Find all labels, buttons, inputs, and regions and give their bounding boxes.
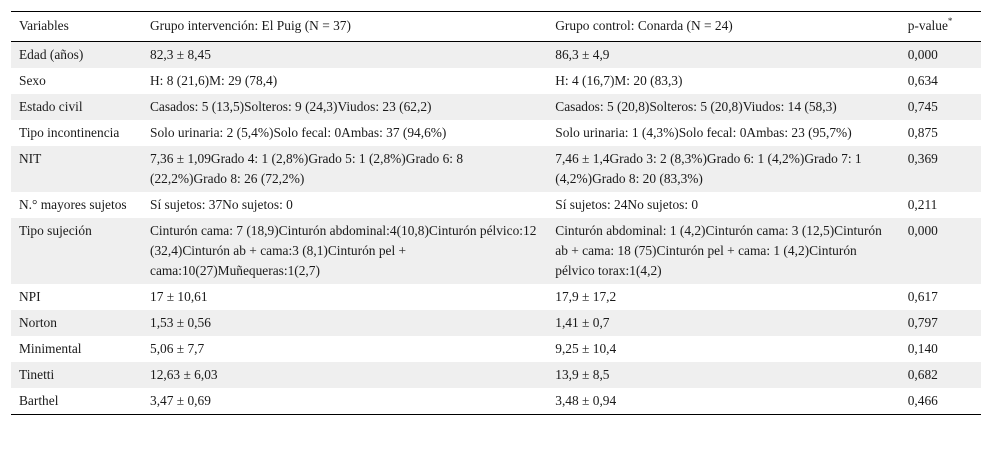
table-row [11, 218, 981, 284]
cell-pvalue: 0,617 [907, 289, 938, 304]
cell-intervention: Sí sujetos: 37No sujetos: 0 [150, 197, 293, 212]
header-control: Grupo control: Conarda (N = 24) [547, 12, 899, 42]
cell-control: 9,25 ± 10,4 [555, 341, 617, 356]
cell-variable: Sexo [19, 73, 46, 88]
cell-pvalue: 0,745 [907, 99, 938, 114]
cell-pvalue: 0,211 [907, 197, 938, 212]
cell-variable: NPI [19, 289, 41, 304]
cell-intervention: 1,53 ± 0,56 [150, 315, 211, 330]
cell-intervention: Cinturón cama: 7 (18,9)Cinturón abdominal:4(10,8)Cinturón pélvico:12 (32,4)Cinturón ab + cama:3 (8,1)Cinturón pel + cama:10(27)Muñequeras:1(2,7) [150, 223, 537, 278]
cell-pvalue: 0,875 [907, 125, 938, 140]
cell-pvalue: 0,140 [907, 341, 938, 356]
cell-control: 3,48 ± 0,94 [555, 393, 617, 408]
cell-variable: Tinetti [19, 367, 55, 382]
cell-pvalue: 0,466 [907, 393, 938, 408]
table-row [11, 68, 981, 94]
header-intervention: Grupo intervención: El Puig (N = 37) [142, 12, 547, 42]
data-table [11, 11, 981, 415]
cell-control: Sí sujetos: 24No sujetos: 0 [555, 197, 699, 212]
table-row [11, 42, 981, 69]
table-body [11, 42, 981, 415]
cell-control: 1,41 ± 0,7 [555, 315, 610, 330]
cell-intervention: 5,06 ± 7,7 [150, 341, 205, 356]
cell-pvalue: 0,000 [907, 47, 938, 62]
cell-variable: NIT [19, 151, 42, 166]
cell-variable: Edad (años) [19, 47, 84, 62]
cell-control: Casados: 5 (20,8)Solteros: 5 (20,8)Viudos: 14 (58,3) [555, 99, 837, 114]
cell-control: 86,3 ± 4,9 [555, 47, 610, 62]
cell-pvalue: 0,634 [907, 73, 938, 88]
cell-pvalue: 0,682 [907, 367, 938, 382]
cell-variable: Norton [19, 315, 57, 330]
table-row [11, 388, 981, 415]
cell-control: 7,46 ± 1,4Grado 3: 2 (8,3%)Grado 6: 1 (4,2%)Grado 7: 1 (4,2%)Grado 8: 20 (83,3%) [555, 151, 862, 186]
table-row [11, 146, 981, 192]
cell-variable: Tipo incontinencia [19, 125, 120, 140]
table-row [11, 362, 981, 388]
cell-intervention: 82,3 ± 8,45 [150, 47, 211, 62]
cell-intervention: Solo urinaria: 2 (5,4%)Solo fecal: 0Ambas: 37 (94,6%) [150, 125, 447, 140]
cell-intervention: 7,36 ± 1,09Grado 4: 1 (2,8%)Grado 5: 1 (2,8%)Grado 6: 8 (22,2%)Grado 8: 26 (72,2%) [150, 151, 464, 186]
cell-variable: Barthel [19, 393, 59, 408]
header-variables: Variables [11, 12, 142, 42]
header-pvalue-footnote-mark: * [947, 16, 953, 26]
header-row [11, 12, 981, 42]
table-header [11, 12, 981, 42]
table-row [11, 284, 981, 310]
cell-variable: Estado civil [19, 99, 83, 114]
cell-variable: Minimental [19, 341, 82, 356]
header-pvalue-label: p-value [907, 18, 948, 33]
cell-intervention: 17 ± 10,61 [150, 289, 208, 304]
cell-intervention: H: 8 (21,6)M: 29 (78,4) [150, 73, 278, 88]
cell-intervention: 3,47 ± 0,69 [150, 393, 211, 408]
table-row [11, 192, 981, 218]
cell-pvalue: 0,000 [907, 223, 938, 238]
table-row [11, 310, 981, 336]
cell-pvalue: 0,369 [907, 151, 938, 166]
header-pvalue [900, 12, 981, 42]
cell-variable: Tipo sujeción [19, 223, 92, 238]
cell-variable: N.° mayores sujetos [19, 197, 127, 212]
cell-control: Cinturón abdominal: 1 (4,2)Cinturón cama: 3 (12,5)Cinturón ab + cama: 18 (75)Cinturón pel + cama: 1 (4,2)Cinturón pélvico torax:1(4,2) [555, 223, 882, 278]
cell-pvalue: 0,797 [907, 315, 938, 330]
cell-intervention: Casados: 5 (13,5)Solteros: 9 (24,3)Viudos: 23 (62,2) [150, 99, 432, 114]
table-row [11, 120, 981, 146]
table-row [11, 94, 981, 120]
cell-intervention: 12,63 ± 6,03 [150, 367, 218, 382]
table-row [11, 336, 981, 362]
cell-control: 13,9 ± 8,5 [555, 367, 610, 382]
cell-control: H: 4 (16,7)M: 20 (83,3) [555, 73, 683, 88]
cell-control: Solo urinaria: 1 (4,3%)Solo fecal: 0Ambas: 23 (95,7%) [555, 125, 852, 140]
cell-control: 17,9 ± 17,2 [555, 289, 617, 304]
